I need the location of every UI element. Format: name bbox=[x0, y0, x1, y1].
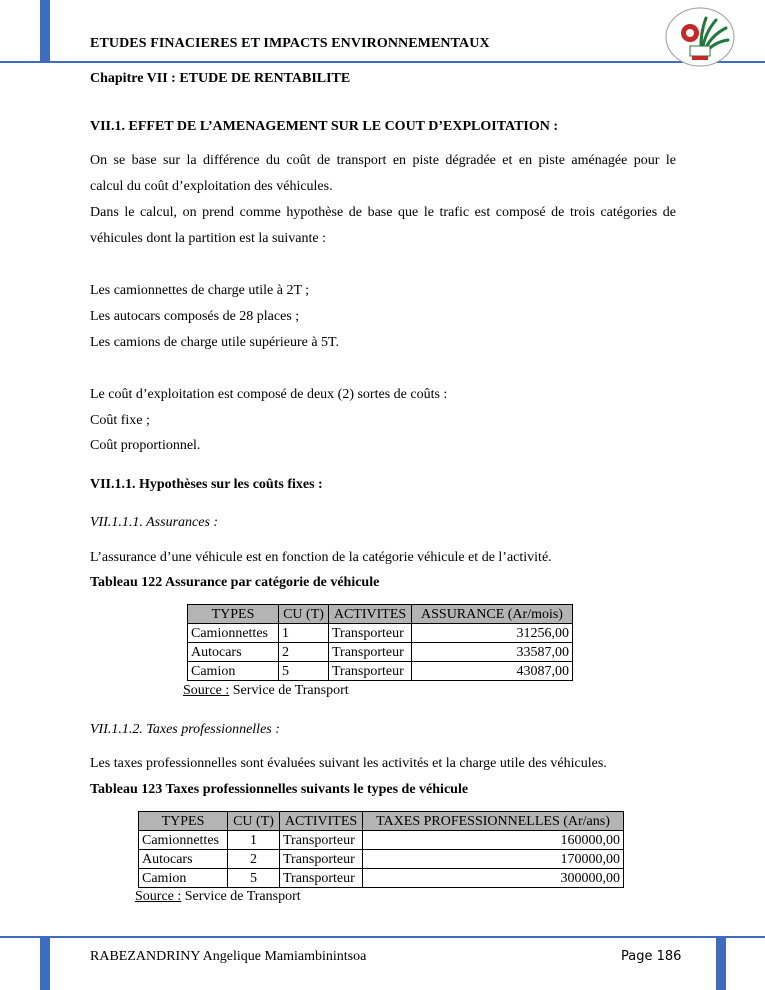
category-item: Les camions de charge utile supérieure à 5T. bbox=[90, 335, 340, 350]
column-header: CU (T) bbox=[228, 812, 280, 831]
section-title: VII.1. EFFET DE L’AMENAGEMENT SUR LE COUT D’EXPLOITATION : bbox=[90, 119, 559, 134]
paragraph-line: Dans le calcul, on prend comme hypothèse de base que le trafic est composé de trois catégories de bbox=[90, 205, 676, 220]
table-row bbox=[188, 624, 573, 643]
table-cell: 33587,00 bbox=[412, 643, 573, 662]
footer-author: RABEZANDRINY Angelique Mamiambinintsoa bbox=[90, 949, 367, 964]
table-cell: 1 bbox=[228, 831, 280, 850]
assurance-table bbox=[187, 604, 573, 681]
taxes-source bbox=[135, 889, 301, 905]
page-number: Page 186 bbox=[621, 949, 682, 964]
table-cell: 43087,00 bbox=[412, 662, 573, 681]
table-row bbox=[188, 643, 573, 662]
column-header: ASSURANCE (Ar/mois) bbox=[412, 605, 573, 624]
table-cell: 300000,00 bbox=[363, 869, 624, 888]
paragraph-line: véhicules dont la partition est la suivante : bbox=[90, 231, 326, 246]
chapter-title: Chapitre VII : ETUDE DE RENTABILITE bbox=[90, 71, 351, 86]
column-header: TYPES bbox=[139, 812, 228, 831]
cost-type-item: Coût proportionnel. bbox=[90, 438, 201, 453]
footer-rule bbox=[0, 936, 765, 938]
taxes-heading: VII.1.1.2. Taxes professionnelles : bbox=[90, 722, 280, 737]
column-header: TAXES PROFESSIONNELLES (Ar/ans) bbox=[363, 812, 624, 831]
table-cell: Camionnettes bbox=[139, 831, 228, 850]
table-cell: Transporteur bbox=[280, 850, 363, 869]
header-accent-bar bbox=[40, 0, 50, 62]
assurances-caption: Tableau 122 Assurance par catégorie de véhicule bbox=[90, 575, 380, 590]
table-cell: 2 bbox=[279, 643, 329, 662]
table-cell: 31256,00 bbox=[412, 624, 573, 643]
table-header-row bbox=[188, 605, 573, 624]
table-header-row bbox=[139, 812, 624, 831]
column-header: TYPES bbox=[188, 605, 279, 624]
assurance-source bbox=[183, 683, 349, 699]
category-item: Les autocars composés de 28 places ; bbox=[90, 309, 300, 324]
table-cell: Transporteur bbox=[329, 643, 412, 662]
source-value: Service de Transport bbox=[229, 683, 349, 698]
table-cell: Camion bbox=[188, 662, 279, 681]
cost-type-item: Coût fixe ; bbox=[90, 413, 150, 428]
column-header: ACTIVITES bbox=[329, 605, 412, 624]
taxes-caption: Tableau 123 Taxes professionnelles suivants le types de véhicule bbox=[90, 782, 469, 797]
table-cell: Camionnettes bbox=[188, 624, 279, 643]
table-row bbox=[139, 869, 624, 888]
table-row bbox=[139, 850, 624, 869]
table-cell: Camion bbox=[139, 869, 228, 888]
table-cell: 2 bbox=[228, 850, 280, 869]
footer-accent-bar-left bbox=[40, 937, 50, 990]
paragraph-line: On se base sur la différence du coût de transport en piste dégradée et en piste aménagée pour le bbox=[90, 153, 676, 168]
category-item: Les camionnettes de charge utile à 2T ; bbox=[90, 283, 310, 298]
subsection-title: VII.1.1. Hypothèses sur les coûts fixes : bbox=[90, 477, 323, 492]
column-header: ACTIVITES bbox=[280, 812, 363, 831]
header-rule bbox=[0, 61, 765, 63]
institution-logo bbox=[664, 6, 736, 68]
taxes-text: Les taxes professionnelles sont évaluées suivant les activités et la charge utile des véhicules. bbox=[90, 756, 607, 771]
column-header: CU (T) bbox=[279, 605, 329, 624]
table-cell: Transporteur bbox=[329, 624, 412, 643]
table-cell: 170000,00 bbox=[363, 850, 624, 869]
table-cell: 5 bbox=[279, 662, 329, 681]
assurances-text: L’assurance d’une véhicule est en fonction de la catégorie véhicule et de l’activité. bbox=[90, 550, 552, 565]
header-title: ETUDES FINACIERES ET IMPACTS ENVIRONNEMENTAUX bbox=[90, 36, 490, 51]
table-cell: Transporteur bbox=[280, 869, 363, 888]
table-row bbox=[188, 662, 573, 681]
source-label: Source : bbox=[183, 683, 230, 698]
assurances-heading: VII.1.1.1. Assurances : bbox=[90, 515, 219, 530]
table-cell: Autocars bbox=[139, 850, 228, 869]
taxes-table bbox=[138, 811, 624, 888]
table-row bbox=[139, 831, 624, 850]
table-cell: 5 bbox=[228, 869, 280, 888]
paragraph-line: calcul du coût d’exploitation des véhicules. bbox=[90, 179, 333, 194]
table-cell: Transporteur bbox=[329, 662, 412, 681]
source-value: Service de Transport bbox=[181, 889, 301, 904]
table-cell: 160000,00 bbox=[363, 831, 624, 850]
table-cell: Autocars bbox=[188, 643, 279, 662]
footer-accent-bar-right bbox=[716, 937, 726, 990]
table-cell: 1 bbox=[279, 624, 329, 643]
cost-intro: Le coût d’exploitation est composé de deux (2) sortes de coûts : bbox=[90, 387, 448, 402]
source-label: Source : bbox=[135, 889, 182, 904]
table-cell: Transporteur bbox=[280, 831, 363, 850]
